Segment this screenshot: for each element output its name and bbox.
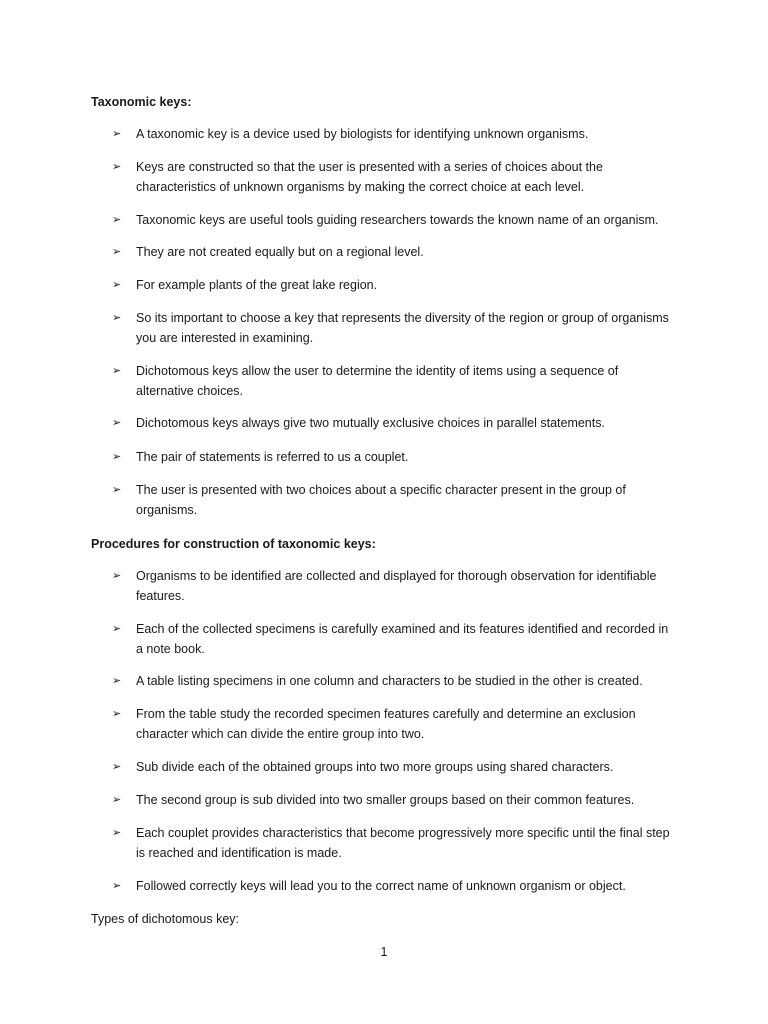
arrow-bullet-icon: ➢ [112, 827, 122, 839]
list-item [112, 448, 672, 468]
arrow-bullet-icon: ➢ [112, 128, 122, 140]
list-item-text: Each couplet provides characteristics that become progressively more specific until the final step is reached and identification is made. [136, 826, 670, 860]
list-item-text: A taxonomic key is a device used by biologists for identifying unknown organisms. [136, 127, 589, 141]
arrow-bullet-icon: ➢ [112, 484, 122, 496]
list-item-text: So its important to choose a key that represents the diversity of the region or group of organisms you are interested in examining. [136, 311, 669, 345]
page-number: 1 [380, 945, 388, 959]
list-item-text: Each of the collected specimens is carefully examined and its features identified and recorded in a note book. [136, 622, 669, 656]
list-item [112, 877, 672, 897]
arrow-bullet-icon: ➢ [112, 246, 122, 258]
list-item [112, 705, 672, 744]
arrow-bullet-icon: ➢ [112, 708, 122, 720]
list-item-text: Taxonomic keys are useful tools guiding researchers towards the known name of an organism. [136, 213, 659, 227]
list-item-text: Organisms to be identified are collected and displayed for thorough observation for identifiable features. [136, 569, 657, 603]
list-item [112, 309, 672, 348]
list-item-text: Dichotomous keys always give two mutually exclusive choices in parallel statements. [136, 416, 605, 430]
arrow-bullet-icon: ➢ [112, 279, 122, 291]
list-item-text: Keys are constructed so that the user is presented with a series of choices about the characteristics of unknown organisms by making the correct choice at each level. [136, 160, 603, 194]
list-item [112, 243, 672, 263]
arrow-bullet-icon: ➢ [112, 794, 122, 806]
arrow-bullet-icon: ➢ [112, 214, 122, 226]
list-item-text: The user is presented with two choices about a specific character present in the group of organisms. [136, 483, 626, 517]
list-item [112, 791, 672, 811]
list-item-text: From the table study the recorded specimen features carefully and determine an exclusion character which can divide the entire group into two. [136, 707, 636, 741]
list-item [112, 758, 672, 778]
list-item-text: The second group is sub divided into two smaller groups based on their common features. [136, 793, 635, 807]
arrow-bullet-icon: ➢ [112, 365, 122, 377]
list-item-text: A table listing specimens in one column and characters to be studied in the other is created. [136, 674, 643, 688]
list-item [112, 125, 672, 145]
list-item-text: They are not created equally but on a regional level. [136, 245, 424, 259]
list-item-text: Sub divide each of the obtained groups into two more groups using shared characters. [136, 760, 614, 774]
list-item [112, 362, 672, 401]
list-item [112, 567, 672, 606]
list-item-text: Followed correctly keys will lead you to the correct name of unknown organism or object. [136, 879, 626, 893]
arrow-bullet-icon: ➢ [112, 880, 122, 892]
arrow-bullet-icon: ➢ [112, 312, 122, 324]
list-item [112, 824, 672, 863]
arrow-bullet-icon: ➢ [112, 417, 122, 429]
list-item [112, 276, 672, 296]
list-item [112, 481, 672, 520]
arrow-bullet-icon: ➢ [112, 570, 122, 582]
arrow-bullet-icon: ➢ [112, 161, 122, 173]
list-item [112, 672, 672, 692]
heading-taxonomic-keys: Taxonomic keys: [91, 95, 192, 109]
list-item-text: Dichotomous keys allow the user to determine the identity of items using a sequence of alternative choices. [136, 364, 619, 398]
list-item-text: The pair of statements is referred to us a couplet. [136, 450, 409, 464]
list-item [112, 211, 672, 231]
arrow-bullet-icon: ➢ [112, 451, 122, 463]
arrow-bullet-icon: ➢ [112, 761, 122, 773]
arrow-bullet-icon: ➢ [112, 623, 122, 635]
list-item [112, 414, 672, 434]
list-item-text: For example plants of the great lake region. [136, 278, 378, 292]
arrow-bullet-icon: ➢ [112, 675, 122, 687]
list-item [112, 158, 672, 197]
list-item [112, 620, 672, 659]
heading-types-of-dichotomous-key: Types of dichotomous key: [91, 912, 239, 926]
heading-procedures: Procedures for construction of taxonomic keys: [91, 537, 376, 551]
